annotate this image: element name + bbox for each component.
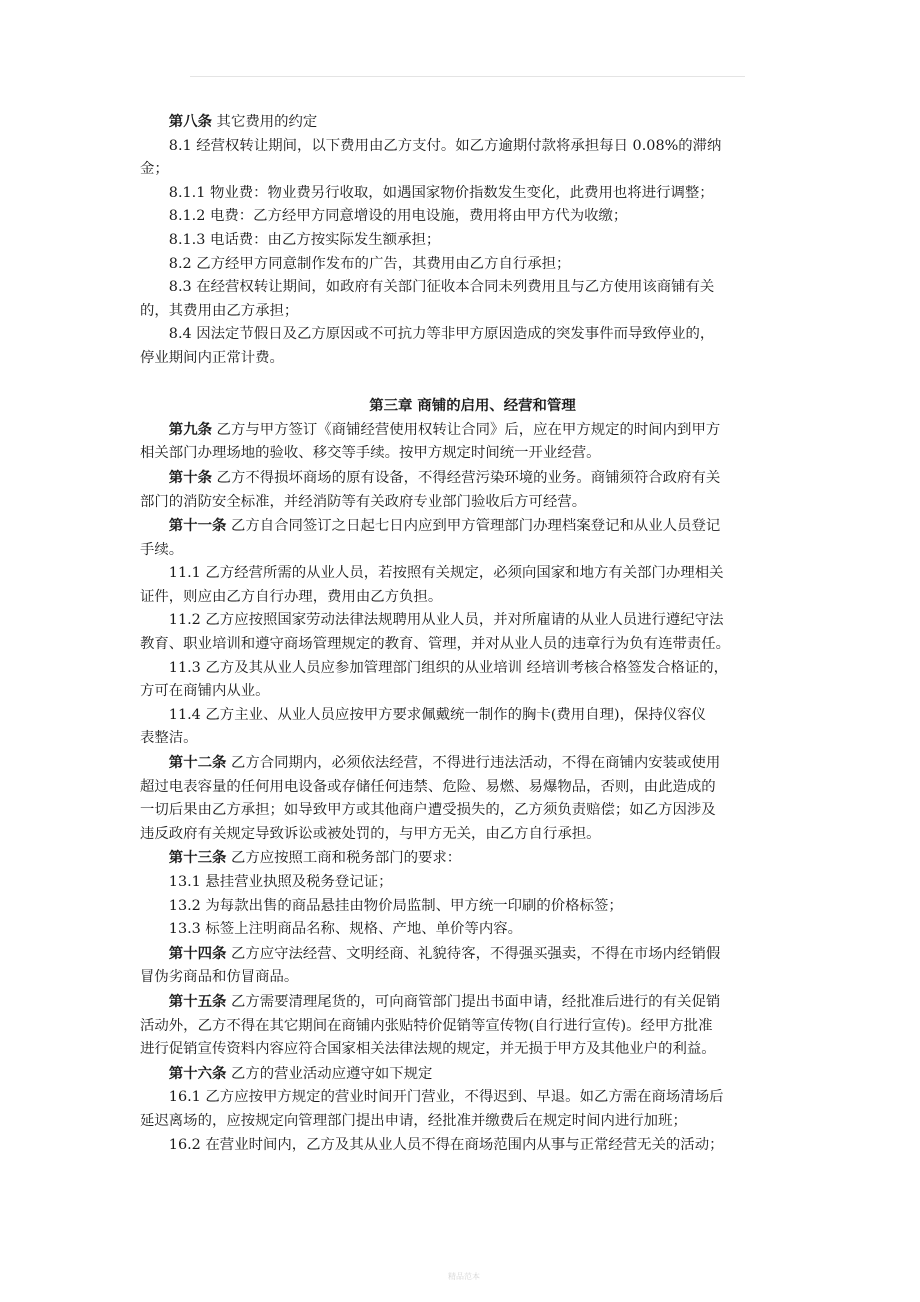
article-12-cont-2: 一切后果由乙方承担；如导致甲方或其他商户遭受损失的，乙方须负责赔偿；如乙方因涉及 bbox=[140, 802, 716, 819]
article-number: 第十六条 bbox=[168, 1064, 227, 1082]
article-12-cont-1: 超过电表容量的任何用电设备或存储任何违禁、危险、易燃、易爆物品，否则，由此造成的 bbox=[140, 778, 716, 795]
clause-8-1-cont: 金； bbox=[140, 161, 169, 178]
article-number: 第十二条 bbox=[168, 754, 227, 772]
article-text: 乙方自合同签订之日起七日内应到甲方管理部门办理档案登记和从业人员登记 bbox=[226, 518, 721, 535]
article-9 bbox=[140, 418, 805, 443]
article-10-cont: 部门的消防安全标准，并经消防等有关政府专业部门验收后方可经营。 bbox=[140, 493, 587, 510]
clause-16-1-cont: 延迟离场的，应按规定向管理部门提出申请，经批准并缴费后在规定时间内进行加班； bbox=[140, 1112, 687, 1129]
chapter-title: 第三章 商铺的启用、经营和管理 bbox=[369, 397, 576, 415]
article-text: 乙方应按照工商和税务部门的要求： bbox=[226, 850, 462, 867]
article-14 bbox=[140, 942, 805, 967]
clause-8-3: 8.3 在经营权转让期间，如政府有关部门征收本合同未列费用且与乙方使用该商铺有关 bbox=[168, 279, 715, 296]
clause-8-3-cont: 的，其费用由乙方承担； bbox=[140, 302, 299, 319]
article-number: 第十三条 bbox=[168, 849, 227, 867]
clause-11-3-cont: 方可在商铺内从业。 bbox=[140, 683, 270, 700]
article-text: 乙方不得损坏商场的原有设备，不得经营污染环境的业务。商铺须符合政府有关 bbox=[211, 469, 721, 486]
clause-16-2: 16.2 在营业时间内，乙方及其从业人员不得在商场范围内从事与正常经营无关的活动； bbox=[168, 1136, 724, 1153]
article-text: 乙方与甲方签订《商铺经营使用权转让合同》后，应在甲方规定的时间内到甲方 bbox=[211, 421, 721, 438]
clause-13-3: 13.3 标签上注明商品名称、规格、产地、单价等内容。 bbox=[168, 921, 523, 938]
clause-11-1: 11.1 乙方经营所需的从业人员，若按照有关规定，必须向国家和地方有关部门办理相关 bbox=[168, 565, 724, 582]
clause-8-1-1: 8.1.1 物业费：物业费另行收取，如遇国家物价指数发生变化，此费用也将进行调整； bbox=[168, 184, 714, 201]
clause-8-4: 8.4 因法定节假日及乙方原因或不可抗力等非甲方原因造成的突发事件而导致停业的， bbox=[168, 326, 715, 343]
clause-8-4-cont: 停业期间内正常计费。 bbox=[140, 349, 284, 366]
clause-11-4: 11.4 乙方主业、从业人员应按甲方要求佩戴统一制作的胸卡(费用自理)，保持仪容仪 bbox=[168, 706, 706, 723]
article-11-cont: 手续。 bbox=[140, 541, 184, 558]
article-number: 第十一条 bbox=[168, 517, 227, 535]
article-number: 第十四条 bbox=[168, 944, 227, 962]
article-text: 乙方需要清理尾货的，可向商管部门提出书面申请，经批准后进行的有关促销 bbox=[226, 993, 721, 1010]
clause-11-4-cont: 表整洁。 bbox=[140, 730, 198, 747]
clause-11-2-cont: 教育、职业培训和遵守商场管理规定的教育、管理，并对从业人员的违章行为负有连带责任。 bbox=[140, 636, 731, 653]
article-10 bbox=[140, 466, 805, 491]
footer-watermark: 精品范本 bbox=[448, 1272, 480, 1281]
clause-11-3: 11.3 乙方及其从业人员应参加管理部门组织的从业培训 经培训考核合格签发合格证的， bbox=[168, 659, 729, 676]
article-text: 乙方合同期内，必须依法经营，不得进行违法活动，不得在商铺内安装或使用 bbox=[226, 755, 721, 772]
clause-8-1: 8.1 经营权转让期间，以下费用由乙方支付。如乙方逾期付款将承担每日 0.08%的滞纳 bbox=[168, 137, 722, 154]
article-12 bbox=[140, 751, 805, 776]
document-body bbox=[140, 110, 805, 1157]
article-13 bbox=[140, 846, 805, 871]
article-16 bbox=[140, 1062, 805, 1087]
article-15 bbox=[140, 990, 805, 1015]
article-14-cont: 冒伪劣商品和仿冒商品。 bbox=[140, 969, 299, 986]
article-12-cont-3: 违反政府有关规定导致诉讼或被处罚的，与甲方无关，由乙方自行承担。 bbox=[140, 825, 601, 842]
clause-11-2: 11.2 乙方应按照国家劳动法律法规聘用从业人员，并对所雇请的从业人员进行遵纪守法 bbox=[168, 612, 724, 629]
article-text: 乙方应守法经营、文明经商、礼貌待客，不得强买强卖，不得在市场内经销假 bbox=[226, 945, 721, 962]
article-8-heading bbox=[140, 110, 805, 135]
clause-13-1: 13.1 悬挂营业执照及税务登记证； bbox=[168, 874, 393, 890]
clause-8-2: 8.2 乙方经甲方同意制作发布的广告，其费用由乙方自行承担； bbox=[168, 255, 571, 272]
article-15-cont-1: 活动外，乙方不得在其它期间在商铺内张贴特价促销等宣传物(自行进行宣传)。经甲方批准 bbox=[140, 1017, 713, 1034]
article-9-cont: 相关部门办理场地的验收、移交等手续。按甲方规定时间统一开业经营。 bbox=[140, 445, 601, 462]
article-11 bbox=[140, 514, 805, 539]
clause-16-1: 16.1 乙方应按甲方规定的营业时间开门营业，不得迟到、早退。如乙方需在商场清场后 bbox=[168, 1089, 724, 1106]
article-15-cont-2: 进行促销宣传资料内容应符合国家相关法律法规的规定，并无损于甲方及其他业户的利益。 bbox=[140, 1041, 716, 1058]
clause-8-1-2: 8.1.2 电费：乙方经甲方同意增设的用电设施，费用将由甲方代为收缴； bbox=[168, 208, 628, 225]
article-title: 其它费用的约定 bbox=[211, 114, 318, 130]
header-rule bbox=[190, 76, 745, 77]
clause-11-1-cont: 证件，则应由乙方自行办理，费用由乙方负担。 bbox=[140, 588, 443, 605]
article-number: 第九条 bbox=[168, 420, 212, 438]
article-number: 第十条 bbox=[168, 468, 212, 486]
clause-8-1-3: 8.1.3 电话费：由乙方按实际发生额承担； bbox=[168, 231, 441, 248]
article-number: 第十五条 bbox=[168, 992, 227, 1010]
clause-13-2: 13.2 为每款出售的商品悬挂由物价局监制、甲方统一印刷的价格标签； bbox=[168, 897, 623, 914]
article-text: 乙方的营业活动应遵守如下规定 bbox=[226, 1065, 433, 1082]
article-number: 第八条 bbox=[168, 113, 212, 130]
